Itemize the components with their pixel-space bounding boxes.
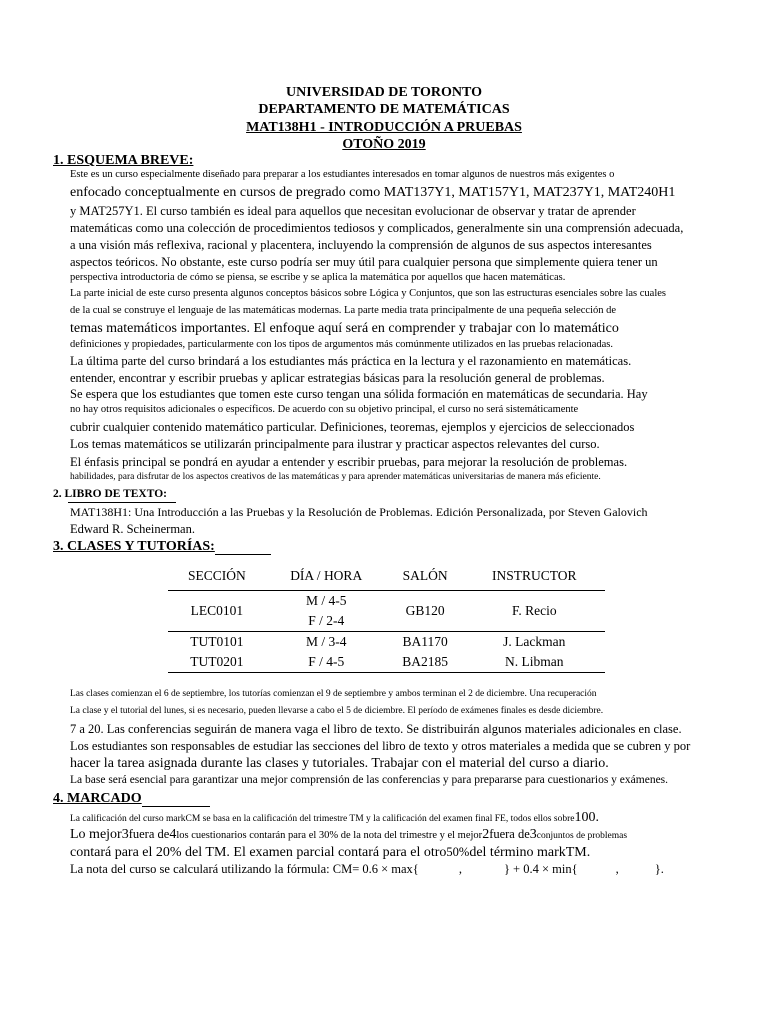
classes-table (168, 562, 605, 673)
marking-line-3: contará para el 20% del TM. El examen parcial contará para el otro50%del término markTM. (70, 845, 591, 860)
section-cell: TUT0101 (190, 634, 244, 649)
section-1-line: La última parte del curso brindará a los estudiantes más práctica en la lectura y el razonamiento en matemáticas. (70, 354, 632, 368)
section-3-line: Las clases comienzan el 6 de septiembre, los tutorías comienzan el 9 de septiembre y ambos terminan el 2 de diciembre. Una recuperación (70, 689, 597, 699)
university-name: UNIVERSIDAD DE TORONTO (285, 85, 483, 100)
section-1-line: de la cual se construye el lenguaje de las matemáticas modernas. La parte media trata principalmente de una pequeña selección de (70, 305, 617, 316)
section-2-line: Edward R. Scheinerman. (70, 522, 195, 536)
column-header: INSTRUCTOR (464, 562, 605, 591)
section-3-line: 7 a 20. Las conferencias seguirán de manera vaga el libro de texto. Se distribuirán algunos materiales adicionales en clase. (70, 722, 682, 736)
room-cell: GB120 (387, 591, 464, 632)
section-1-line: El énfasis principal se pondrá en ayudar a entender y escribir pruebas, para mejorar la resolución de problemas. (70, 455, 628, 469)
section-2-title: 2. LIBRO DE TEXTO: (53, 488, 167, 500)
section-1-line: definiciones y propiedades, particularmente con los tipos de argumentos más comúnmente utilizados en las pruebas relacionadas. (70, 339, 614, 350)
section-3-title: 3. CLASES Y TUTORÍAS: (53, 539, 271, 555)
section-3-line: La clase y el tutorial del lunes, si es necesario, pueden llevarse a cabo el 5 de diciembre. El período de exámenes finales es desde diciembre. (70, 706, 604, 716)
section-1-line: temas matemáticos importantes. El enfoque aquí será en comprender y trabajar con lo matemático (70, 321, 619, 336)
column-header: SECCIÓN (168, 562, 266, 591)
section-3-line: La base será esencial para garantizar una mejor comprensión de las conferencias y para prepararse para cuestionarios y exámenes. (70, 774, 669, 786)
section-1-line: no hay otros requisitos adicionales o específicos. De acuerdo con su objetivo principal, el curso no será sistemáticamente (70, 404, 579, 415)
time-cell: F / 4-5 (266, 652, 387, 673)
section-1-line: y MAT257Y1. El curso también es ideal para aquellos que necesitan evolucionar de observar y tratar de aprender (70, 204, 636, 218)
section-1-line: Este es un curso especialmente diseñado para preparar a los estudiantes interesados en tomar algunos de nuestros más exigentes o (70, 169, 615, 180)
section-1-line: entender, encontrar y escribir pruebas y aplicar estrategias básicas para la resolución general de problemas. (70, 371, 605, 385)
instructor-cell: F. Recio (464, 591, 605, 632)
room-cell: BA2185 (387, 652, 464, 673)
instructor-cell: N. Libman (464, 652, 605, 673)
marking-line-2: Lo mejor3fuera de4los cuestionarios contarán para el 30% de la nota del trimestre y el mejor2fuera de3conjuntos de problemas (70, 827, 628, 842)
section-1-line: habilidades, para disfrutar de los aspectos creativos de las matemáticas y para aprender matemáticas universitarias de manera más eficiente. (70, 472, 601, 482)
section-1-line: La parte inicial de este curso presenta algunos conceptos básicos sobre Lógica y Conjuntos, que son las estructuras esenciales sobre las cuales (70, 288, 666, 299)
column-header: DÍA / HORA (266, 562, 387, 591)
room-cell: BA1170 (402, 634, 448, 649)
section-1-line: perspectiva introductoria de cómo se piensa, se escribe y se aplica la matemática por aquellos que hacen matemáticas. (70, 272, 566, 283)
section-1-line: cubrir cualquier contenido matemático particular. Definiciones, teoremas, ejemplos y ejercicios de seleccionados (70, 420, 635, 434)
time-cell: M / 3-4 (305, 634, 347, 649)
section-cell: LEC0101 (168, 591, 266, 632)
department-name: DEPARTAMENTO DE MATEMÁTICAS (258, 102, 510, 117)
section-1-line: a una visión más reflexiva, racional y placentera, incluyendo la comprensión de algunos de sus aspectos interesantes (70, 238, 652, 252)
table-row (168, 591, 605, 632)
section-1-line: enfocado conceptualmente en cursos de pregrado como MAT137Y1, MAT157Y1, MAT237Y1, MAT240H1 (70, 185, 676, 200)
marking-line-1: La calificación del curso markCM se basa en la calificación del trimestre TM y la calificación del examen final FE, todos ellos sobre100. (70, 810, 599, 825)
section-1-line: aspectos teóricos. No obstante, este curso podría ser muy útil para cualquier persona que simplemente quiera tener un (70, 255, 658, 269)
section-1-title: 1. ESQUEMA BREVE: (53, 153, 194, 168)
section-2-line: MAT138H1: Una Introducción a las Pruebas y la Resolución de Problemas. Edición Personalizada, por Steven Galovich (70, 505, 648, 519)
section-3-line: Los estudiantes son responsables de estudiar las secciones del libro de texto y otros materiales a medida que se cubren y por (70, 739, 691, 753)
table-row (168, 632, 605, 653)
course-title: MAT138H1 - INTRODUCCIÓN A PRUEBAS (246, 120, 522, 135)
section-1-line: Los temas matemáticos se utilizarán principalmente para ilustrar y practicar aspectos relevantes del curso. (70, 437, 600, 451)
time-cell: M / 4-5 F / 2-4 (266, 591, 387, 632)
instructor-cell: J. Lackman (503, 634, 566, 649)
section-4-title: 4. MARCADO (53, 791, 210, 807)
column-header: SALÓN (387, 562, 464, 591)
section-1-line: Se espera que los estudiantes que tomen este curso tengan una sólida formación en matemáticas de secundaria. Hay (70, 387, 648, 401)
section-cell: TUT0201 (168, 652, 266, 673)
table-header-row (168, 562, 605, 591)
section-2-rule (68, 502, 176, 503)
section-3-line: hacer la tarea asignada durante las clases y tutoriales. Trabajar con el material del curso a diario. (70, 756, 609, 771)
term: OTOÑO 2019 (342, 137, 426, 152)
table-row (168, 652, 605, 673)
section-1-line: matemáticas como una colección de procedimientos tediosos y complicados, generalmente sin una comprensión adecuada, (70, 221, 684, 235)
marking-formula: La nota del curso se calculará utilizando la fórmula: CM= 0.6 × max{ , } + 0.4 × min{ , }. (70, 862, 664, 876)
